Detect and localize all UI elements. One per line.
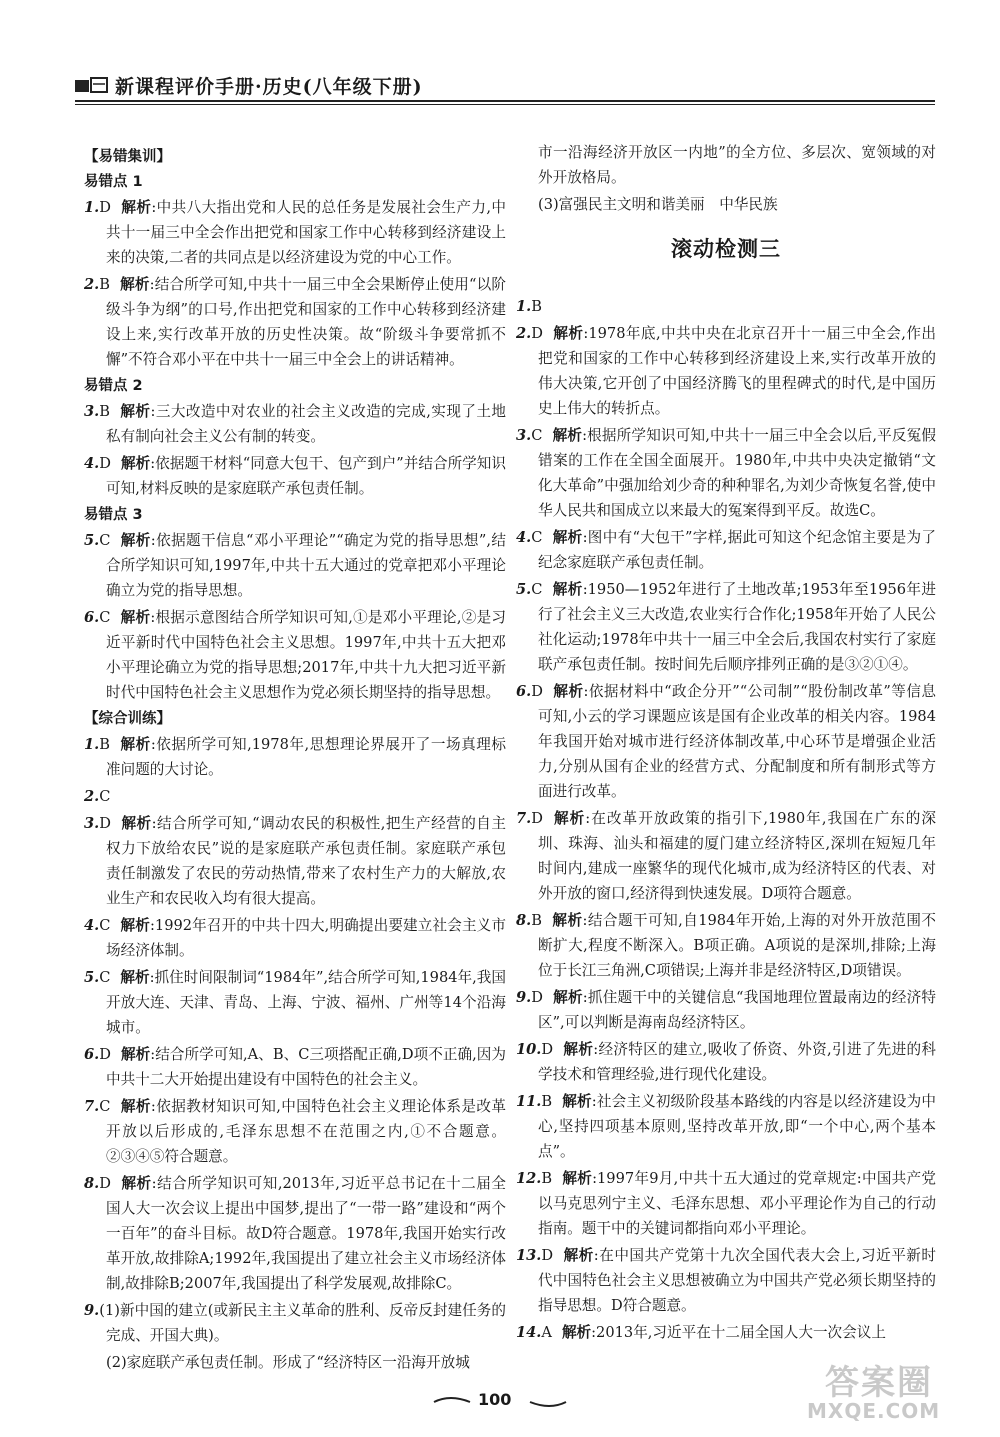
- analysis-label: 解析: [552, 325, 584, 342]
- item-text: :1950—1952年进行了土地改革;1953年至1956年进行了社会主义三大改造,农业实行合作化;1958年开始了人民公社化运动;1978年中共十一届三中全会后,我国农村实行了家庭联产承包责任制。按时间先后顺序排列正确的是③②①④。: [538, 581, 936, 673]
- page-number: 100: [478, 1390, 512, 1409]
- item-number: 6.: [84, 1046, 100, 1063]
- item-text: :2013年,习近平在十二届全国人大一次会议上: [591, 1324, 886, 1341]
- analysis-label: 解析: [119, 403, 151, 420]
- analysis-label: 解析: [561, 1324, 592, 1341]
- item-answer: D: [531, 810, 543, 827]
- analysis-label: 解析: [120, 969, 150, 986]
- analysis-label: 解析: [119, 736, 151, 753]
- analysis-label: 解析: [552, 683, 584, 700]
- item-answer: B: [531, 298, 542, 315]
- item-number: 3.: [516, 427, 532, 444]
- analysis-label: 解析: [120, 917, 150, 934]
- book-logo-icon: [75, 76, 111, 94]
- answer-item: [84, 913, 506, 963]
- answer-item: [516, 1243, 936, 1318]
- watermark-url: MXQE.COM: [807, 1399, 941, 1423]
- analysis-label: 解析: [562, 1093, 592, 1110]
- item-answer: C: [99, 917, 111, 934]
- item-text: :抓住时间限制词“1984年”,结合所学可知,1984年,我国开放大连、天津、青岛、上海、宁波、福州、广州等14个沿海城市。: [106, 969, 506, 1036]
- item-text: :1997年9月,中共十五大通过的党章规定:中国共产党以马克思列宁主义、毛泽东思想、邓小平理论作为自己的行动指南。题干中的关键词都指向邓小平理论。: [538, 1170, 936, 1237]
- item-number: 12.: [516, 1170, 542, 1187]
- item-answer: C: [99, 609, 111, 626]
- item-number: 7.: [516, 810, 532, 827]
- section-heading: 【综合训练】: [84, 711, 171, 727]
- analysis-label: 解析: [563, 1247, 594, 1264]
- watermark: [795, 1355, 985, 1425]
- item-answer: C: [99, 1098, 111, 1115]
- answer-item: [84, 732, 506, 782]
- answer-item: [516, 294, 936, 319]
- item-text: :抓住题干中的关键信息“我国地理位置最南边的经济特区”,可以判断是海南岛经济特区。: [538, 989, 936, 1031]
- practice-items: [84, 732, 506, 1296]
- item-text: :结合所学可知,“调动农民的积极性,把生产经营的自主权力下放给农民”说的是家庭联产承包责任制。家庭联产承包责任制激发了农民的劳动热情,带来了农村生产力的大解放,农业生产和农民收入均有很大提高。: [106, 815, 506, 907]
- item-text: :1992年召开的中共十四大,明确提出要建立社会主义市场经济体制。: [106, 917, 506, 959]
- item-answer: D: [99, 1046, 111, 1063]
- answer-item: [516, 908, 936, 983]
- answer-item: [516, 1089, 936, 1164]
- item-number: 2.: [516, 325, 532, 342]
- watermark-text: 答案圈: [825, 1363, 933, 1403]
- answer-item-continued: 市一沿海经济开放区一内地”的全方位、多层次、宽领域的对外开放格局。: [538, 144, 936, 186]
- item-answer: D: [99, 455, 111, 472]
- item-number: 7.: [84, 1098, 100, 1115]
- answer-item: [84, 605, 506, 705]
- answer-item-part: (2)家庭联产承包责任制。形成了“经济特区一沿海开放城: [106, 1354, 470, 1371]
- item-number: 1.: [84, 199, 100, 216]
- answer-item: [516, 1166, 936, 1241]
- item-answer: B: [99, 736, 110, 753]
- item-number: 2.: [84, 788, 100, 805]
- item-answer: D: [99, 1175, 111, 1192]
- answer-item: [516, 985, 936, 1035]
- item-number: 6.: [84, 609, 100, 626]
- item-text: :结合题干可知,自1984年开始,上海的对外开放范围不断扩大,程度不断深入。B项正确。A项说的是深圳,排除;上海位于长江三角洲,C项错误;上海并非是经济特区,D项错误。: [538, 912, 936, 979]
- item-text: :依据材料中“政企分开”“公司制”“股份制改革”等信息可知,小云的学习课题应该是国有企业改革的相关内容。1984年我国开始对城市进行经济体制改革,中心环节是增强企业活力,分别从国有企业的经营方式、分配制度和所有制形式等方面进行改革。: [538, 683, 936, 800]
- answer-item: [84, 1298, 506, 1348]
- answer-item: [516, 321, 936, 421]
- analysis-label: 解析: [120, 199, 152, 216]
- item-answer: D: [99, 815, 111, 832]
- analysis-label: 解析: [120, 815, 152, 832]
- analysis-label: 解析: [552, 989, 583, 1006]
- answer-item: [516, 1037, 936, 1087]
- item-answer: B: [541, 1093, 553, 1110]
- answer-item: [84, 528, 506, 603]
- item-text: :中共八大指出党和人民的总任务是发展社会生产力,中共十一届三中全会作出把党和国家工作中心转移到经济建设上来的决策,二者的共同点是以经济建设为党的中心工作。: [106, 199, 506, 266]
- answer-item: [84, 1171, 506, 1296]
- answer-item: [516, 423, 936, 523]
- item-text: :社会主义初级阶段基本路线的内容是以经济建设为中心,坚持四项基本原则,坚持改革开放,即“一个中心,两个基本点”。: [538, 1093, 936, 1160]
- answer-item: [84, 399, 506, 449]
- item-text: :结合所学可知,A、B、C三项搭配正确,D项不正确,因为中共十二大开始提出建设有中国特色的社会主义。: [106, 1046, 506, 1088]
- answer-item: [516, 525, 936, 575]
- analysis-label: 解析: [119, 276, 150, 293]
- page-footer: [430, 1388, 570, 1414]
- answer-item: [516, 679, 936, 804]
- item-text: :根据示意图结合所学知识可知,①是邓小平理论,②是习近平新时代中国特色社会主义思想。1997年,中共十五大把邓小平理论确立为党的指导思想;2017年,中共十九大把习近平新时代中国特色社会主义思想作为党必须长期坚持的指导思想。: [106, 609, 506, 701]
- answer-item: [84, 1094, 506, 1169]
- answer-item: [84, 1042, 506, 1092]
- item-number: 5.: [84, 969, 100, 986]
- analysis-label: 解析: [120, 1098, 151, 1115]
- item-number: 3.: [84, 815, 100, 832]
- item-number: 9.: [516, 989, 532, 1006]
- item-number: 5.: [84, 532, 100, 549]
- item-answer: B: [531, 912, 542, 929]
- answer-item-part: (3)富强民主文明和谐美丽 中华民族: [538, 196, 778, 213]
- header-title: 新课程评价手册·历史(八年级下册): [115, 76, 423, 98]
- section-heading: 【易错集训】: [84, 149, 171, 165]
- item-number: 3.: [84, 403, 100, 420]
- item-text: :依据题干材料“同意大包干、包产到户”并结合所学知识可知,材料反映的是家庭联产承包责任制。: [106, 455, 506, 497]
- item-number: 8.: [84, 1175, 100, 1192]
- item-answer: C: [531, 581, 543, 598]
- analysis-label: 解析: [120, 1046, 151, 1063]
- answer-item: [84, 272, 506, 372]
- item-answer: A: [541, 1324, 552, 1341]
- test-answers: [516, 294, 936, 1345]
- item-number: 14.: [516, 1324, 542, 1341]
- item-answer: D: [541, 1247, 554, 1264]
- analysis-label: 解析: [552, 427, 583, 444]
- item-number: 13.: [516, 1247, 542, 1264]
- item-number: 8.: [516, 912, 532, 929]
- answer-item: [516, 1320, 936, 1345]
- answer-item: [84, 784, 506, 809]
- answer-item: [516, 577, 936, 677]
- item-answer: C: [531, 427, 543, 444]
- item-number: 4.: [84, 455, 100, 472]
- test-heading: 滚动检测三: [671, 237, 781, 261]
- item-text: :三大改造中对农业的社会主义改造的完成,实现了土地私有制向社会主义公有制的转变。: [106, 403, 506, 445]
- error-point-label: 易错点 3: [84, 507, 143, 523]
- item-text: :在中国共产党第十九次全国代表大会上,习近平新时代中国特色社会主义思想被确立为中国共产党必须长期坚持的指导思想。D符合题意。: [538, 1247, 936, 1314]
- answer-item: [84, 811, 506, 911]
- analysis-label: 解析: [552, 581, 583, 598]
- item-answer: C: [99, 532, 111, 549]
- item-answer: B: [99, 403, 110, 420]
- item-number: 2.: [84, 276, 100, 293]
- item-number: 1.: [84, 736, 100, 753]
- analysis-label: 解析: [120, 1175, 152, 1192]
- item-answer: D: [99, 199, 111, 216]
- error-points: [84, 170, 506, 705]
- item-text: (1)新中国的建立(或新民主主义革命的胜利、反帝反封建任务的完成、开国大典)。: [99, 1302, 506, 1344]
- item-answer: C: [531, 529, 543, 546]
- analysis-label: 解析: [552, 810, 586, 827]
- item-text: :结合所学知识可知,2013年,习近平总书记在十二届全国人大一次会议上提出中国梦,提出了“一带一路”建设和“两个一百年”的奋斗目标。故D符合题意。1978年,我国开始实行改革开放,故排除A;1992年,我国提出了建立社会主义市场经济体制,故排除B;2007年,我国提出了科学发展观,故排除C。: [106, 1175, 506, 1292]
- header-rule: [75, 100, 935, 102]
- answer-item: [84, 195, 506, 270]
- analysis-label: 解析: [552, 529, 583, 546]
- item-text: :1978年底,中共中央在北京召开十一届三中全会,作出把党和国家的工作中心转移到经济建设上来,实行改革开放的伟大决策,它开创了中国经济腾飞的里程碑式的时代,是中国历史上伟大的转折点。: [538, 325, 936, 417]
- item-number: 11.: [516, 1093, 542, 1110]
- item-answer: B: [541, 1170, 553, 1187]
- header-rule-thin: [75, 104, 935, 105]
- item-number: 6.: [516, 683, 532, 700]
- analysis-label: 解析: [120, 532, 151, 549]
- item-text: :图中有“大包干”字样,据此可知这个纪念馆主要是为了纪念家庭联产承包责任制。: [538, 529, 936, 571]
- item-answer: D: [531, 325, 543, 342]
- error-point-label: 易错点 1: [84, 174, 143, 190]
- right-column: [516, 140, 936, 1347]
- item-answer: C: [99, 788, 111, 805]
- item-answer: B: [99, 276, 110, 293]
- item-text: :经济特区的建立,吸收了侨资、外资,引进了先进的科学技术和管理经验,进行现代化建设。: [538, 1041, 936, 1083]
- item-text: :结合所学可知,中共十一届三中全会果断停止使用“以阶级斗争为纲”的口号,作出把党和国家的工作中心转移到经济建设上来,实行改革开放的历史性决策。故“阶级斗争要常抓不懈”不符合邓小平在中共十一届三中全会上的讲话精神。: [106, 276, 506, 368]
- answer-item: [516, 806, 936, 906]
- item-text: :根据所学知识可知,中共十一届三中全会以后,平反冤假错案的工作在全国全面展开。1980年,中共中央决定撤销“文化大革命”中强加给刘少奇的种种罪名,为刘少奇恢复名誉,使中华人民共和国成立以来最大的冤案得到平反。故选C。: [538, 427, 936, 519]
- analysis-label: 解析: [562, 1170, 593, 1187]
- item-text: :在改革开放政策的指引下,1980年,我国在广东的深圳、珠海、汕头和福建的厦门建立经济特区,深圳在短短几年时间内,建成一座繁华的现代化城市,成为经济特区的代表、对外开放的窗口,经济得到快速发展。D项符合题意。: [538, 810, 936, 902]
- item-text: :依据所学可知,1978年,思想理论界展开了一场真理标准问题的大讨论。: [106, 736, 506, 778]
- analysis-label: 解析: [120, 609, 151, 626]
- item-answer: D: [541, 1041, 554, 1058]
- left-column: [84, 145, 506, 1377]
- item-text: :依据题干信息“邓小平理论”“确定为党的指导思想”,结合所学知识可知,1997年,中共十五大通过的党章把邓小平理论确立为党的指导思想。: [106, 532, 506, 599]
- item-answer: D: [531, 683, 543, 700]
- analysis-label: 解析: [120, 455, 151, 472]
- item-number: 4.: [516, 529, 532, 546]
- item-number: 4.: [84, 917, 100, 934]
- item-number: 10.: [516, 1041, 542, 1058]
- analysis-label: 解析: [563, 1041, 594, 1058]
- analysis-label: 解析: [551, 912, 583, 929]
- page-header: [75, 70, 935, 100]
- item-answer: C: [99, 969, 111, 986]
- item-number: 9.: [84, 1302, 100, 1319]
- item-number: 5.: [516, 581, 532, 598]
- item-text: :依据教材知识可知,中国特色社会主义理论体系是改革开放以后形成的,毛泽东思想不在范围之内,①不合题意。②③④⑤符合题意。: [106, 1098, 506, 1165]
- error-point-label: 易错点 2: [84, 378, 143, 394]
- answer-item: [84, 965, 506, 1040]
- item-number: 1.: [516, 298, 532, 315]
- answer-item: [84, 451, 506, 501]
- item-answer: D: [531, 989, 543, 1006]
